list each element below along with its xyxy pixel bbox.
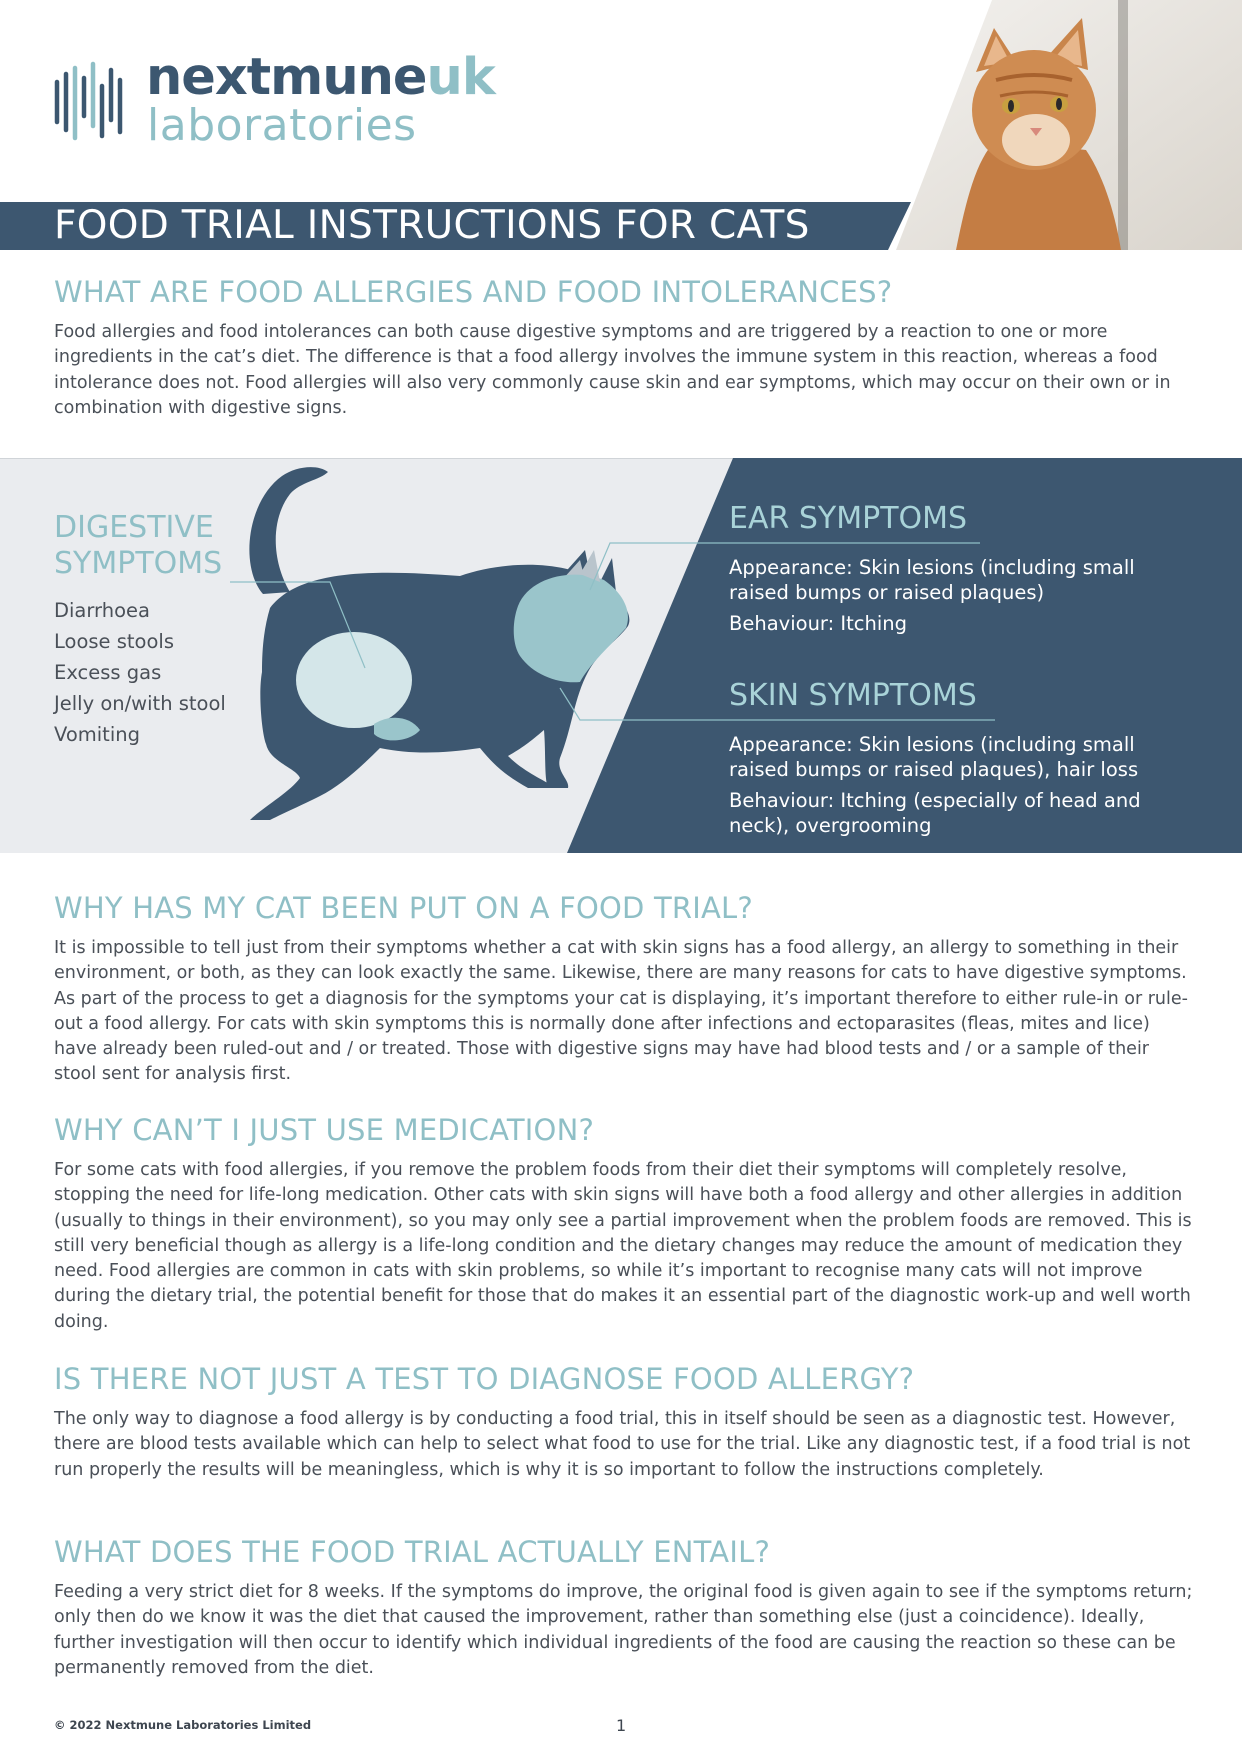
skin-symptoms-text xyxy=(729,732,1199,844)
medication-heading: WHY CAN’T I JUST USE MEDICATION? xyxy=(54,1113,595,1147)
test-heading: IS THERE NOT JUST A TEST TO DIAGNOSE FOOD ALLERGY? xyxy=(54,1362,915,1396)
why-trial-heading: WHY HAS MY CAT BEEN PUT ON A FOOD TRIAL? xyxy=(54,891,753,925)
skin-appearance: Appearance: Skin lesions (including small raised bumps or raised plaques), hair loss xyxy=(729,733,1139,781)
list-item: Excess gas xyxy=(54,661,162,684)
footer-copyright: © 2022 Nextmune Laboratories Limited xyxy=(54,1718,312,1732)
entail-heading: WHAT DOES THE FOOD TRIAL ACTUALLY ENTAIL? xyxy=(54,1535,771,1569)
allergies-text: Food allergies and food intolerances can both cause digestive symptoms and are triggered by a reaction to one or more ingredients in the cat’s diet. The difference is that a food allergy involves the immune system in this reaction, whereas a food intolerance does not. Food allergies will also very commonly cause skin and ear symptoms, which may occur on their own or in combination with digestive signs. xyxy=(54,322,1171,418)
ear-appearance: Appearance: Skin lesions (including small raised bumps or raised plaques) xyxy=(729,556,1135,604)
digestive-symptoms-title: DIGESTIVE SYMPTOMS xyxy=(54,510,223,581)
list-item: Diarrhoea xyxy=(54,599,150,622)
test-text: The only way to diagnose a food allergy is by conducting a food trial, this in itself should be seen as a diagnostic test. However, there are blood tests available which can help to select what food to use for the trial. Like any diagnostic test, if a food trial is not run properly the results will be meaningless, which is why it is so important to follow the instructions completely. xyxy=(54,1409,1191,1480)
skin-symptoms-title: SKIN SYMPTOMS xyxy=(729,678,977,713)
ear-behaviour: Behaviour: Itching xyxy=(729,612,908,635)
page-title: FOOD TRIAL INSTRUCTIONS FOR CATS xyxy=(54,203,810,248)
page-number: 1 xyxy=(616,1716,627,1735)
digestive-symptoms-list xyxy=(54,595,226,750)
why-trial-text: It is impossible to tell just from their symptoms whether a cat with skin signs has a food allergy, an allergy to something in their environment, or both, as they can look exactly the same. Likewise, there are many reasons for cats to have digestive symptoms. As part of the process to get a diagnosis for the symptoms your cat is displaying, it’s important therefore to either rule-in or rule-out a food allergy. For cats with skin symptoms this is normally done after infections and ectoparasites (fleas, mites and lice) have already been ruled-out and / or treated. Those with digestive signs may have had blood tests and / or a sample of their stool sent for analysis first. xyxy=(54,938,1188,1085)
list-item: Jelly on/with stool xyxy=(54,692,226,715)
ear-symptoms-text xyxy=(729,555,1199,642)
skin-behaviour: Behaviour: Itching (especially of head and neck), overgrooming xyxy=(729,789,1141,837)
logo-subtitle: laboratories xyxy=(147,100,417,151)
ear-symptoms-title: EAR SYMPTOMS xyxy=(729,501,968,536)
medication-text: For some cats with food allergies, if you remove the problem foods from their diet their symptoms will completely resolve, stopping the need for life-long medication. Other cats with skin signs will have both a food allergy and other allergies in addition (usually to things in their environment), so you may only see a partial improvement when the problem foods are removed. This is still very beneficial though as allergy is a life-long condition and the dietary changes may reduce the amount of medication they need. Food allergies are common in cats with skin problems, so while it’s important to recognise many cats will not improve during the dietary trial, the potential benefit for those that do makes it an essential part of the diagnostic work-up and well worth doing. xyxy=(54,1160,1192,1332)
list-item: Vomiting xyxy=(54,723,140,746)
entail-text: Feeding a very strict diet for 8 weeks. If the symptoms do improve, the original food is given again to see if the symptoms return; only then do we know it was the diet that caused the improvement, rather than something else (just a coincidence). Ideally, further investigation will then occur to identify which individual ingredients of the food are causing the reaction so these can be permanently removed from the diet. xyxy=(54,1582,1193,1678)
allergies-heading: WHAT ARE FOOD ALLERGIES AND FOOD INTOLERANCES? xyxy=(54,275,893,309)
logo-wordmark: nextmuneuk xyxy=(146,48,495,107)
list-item: Loose stools xyxy=(54,630,174,653)
nextmune-logo-icon xyxy=(54,60,128,144)
